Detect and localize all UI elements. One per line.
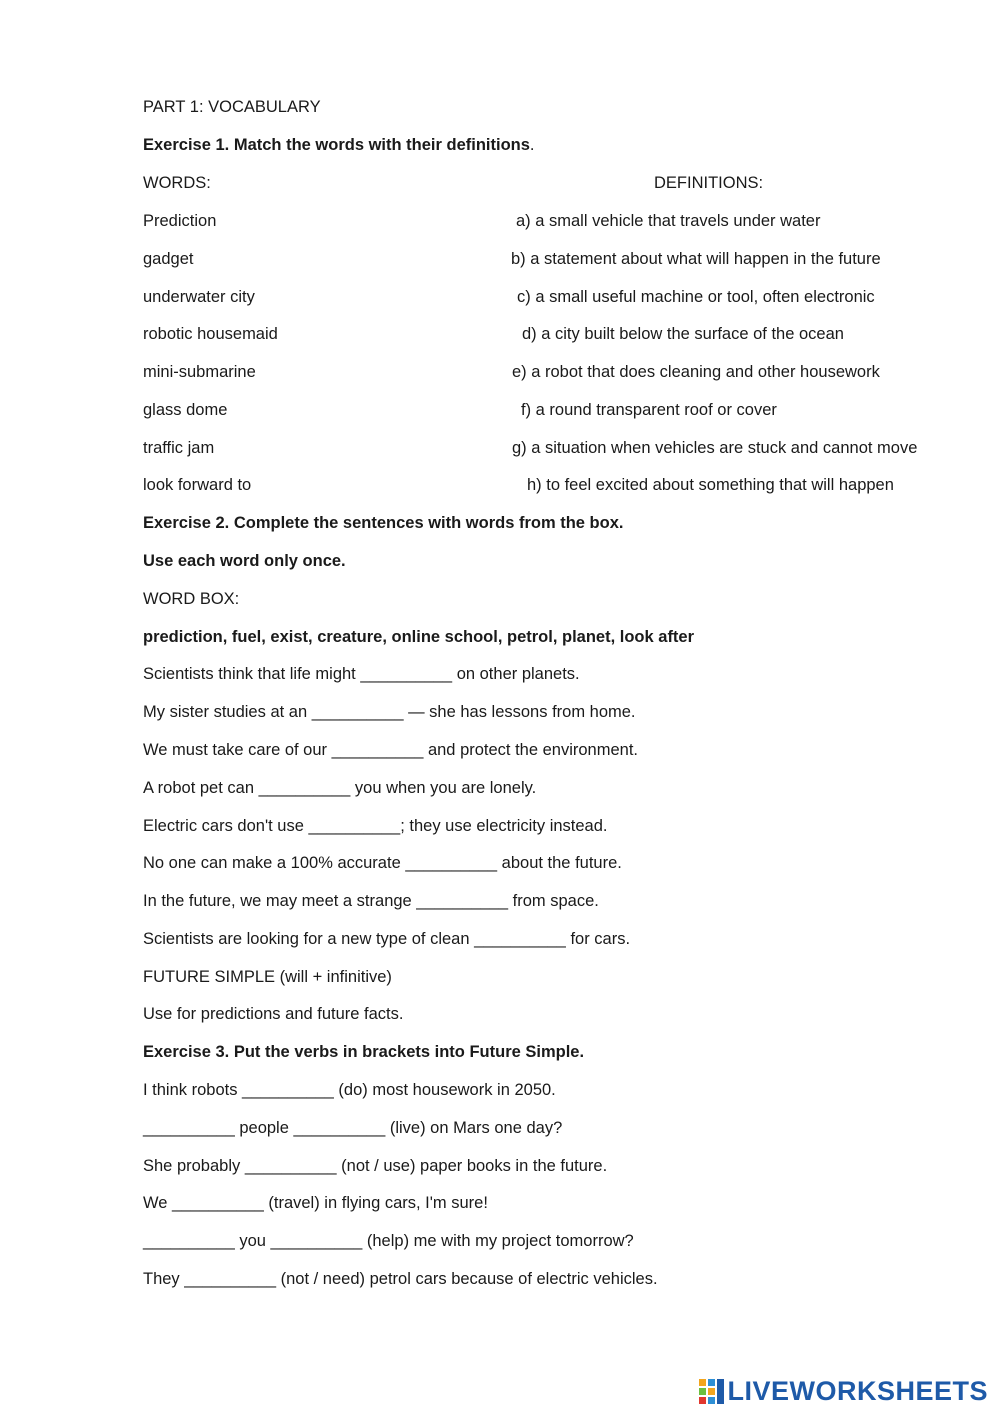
words-header: WORDS: — [143, 174, 211, 192]
exercise1-title-period: . — [529, 136, 535, 154]
exercise2-sentence: A robot pet can __________ you when you are lonely. — [143, 779, 537, 797]
part-title: PART 1: VOCABULARY — [143, 98, 321, 116]
grammar-title: FUTURE SIMPLE (will + infinitive) — [143, 968, 392, 986]
exercise3-sentence: __________ you __________ (help) me with my project tomorrow? — [143, 1232, 634, 1250]
exercise1-title — [143, 135, 535, 155]
definition-item: b) a statement about what will happen in the future — [511, 250, 881, 268]
definition-item: c) a small useful machine or tool, often electronic — [517, 288, 875, 306]
definition-item: h) to feel excited about something that will happen — [527, 476, 894, 494]
exercise3-title: Exercise 3. Put the verbs in brackets into Future Simple. — [143, 1043, 585, 1061]
exercise2-title: Exercise 2. Complete the sentences with words from the box. — [143, 514, 624, 532]
grammar-note: Use for predictions and future facts. — [143, 1005, 404, 1023]
word-box: prediction, fuel, exist, creature, online school, petrol, planet, look after — [143, 628, 695, 646]
exercise2-subtitle: Use each word only once. — [143, 552, 346, 570]
word-item: underwater city — [143, 288, 255, 306]
definition-item: g) a situation when vehicles are stuck and cannot move — [512, 439, 918, 457]
word-item: Prediction — [143, 212, 217, 230]
liveworksheets-logo — [699, 1374, 988, 1408]
exercise2-sentence: No one can make a 100% accurate __________ about the future. — [143, 854, 622, 872]
exercise3-sentence: They __________ (not / need) petrol cars because of electric vehicles. — [143, 1270, 658, 1288]
definition-item: e) a robot that does cleaning and other housework — [512, 363, 880, 381]
word-item: glass dome — [143, 401, 228, 419]
word-item: mini-submarine — [143, 363, 256, 381]
definitions-header: DEFINITIONS: — [654, 174, 764, 192]
exercise2-sentence: My sister studies at an __________ — she has lessons from home. — [143, 703, 636, 721]
exercise3-sentence: I think robots __________ (do) most housework in 2050. — [143, 1081, 556, 1099]
word-item: traffic jam — [143, 439, 215, 457]
definition-item: a) a small vehicle that travels under water — [516, 212, 821, 230]
exercise2-sentence: Electric cars don't use __________; they use electricity instead. — [143, 817, 608, 835]
exercise3-sentence: __________ people __________ (live) on Mars one day? — [143, 1119, 563, 1137]
definition-item: d) a city built below the surface of the ocean — [522, 325, 844, 343]
word-item: look forward to — [143, 476, 252, 494]
exercise2-sentence: Scientists think that life might __________ on other planets. — [143, 665, 580, 683]
exercise3-sentence: She probably __________ (not / use) paper books in the future. — [143, 1157, 608, 1175]
exercise3-sentence: We __________ (travel) in flying cars, I'm sure! — [143, 1194, 488, 1212]
definition-item: f) a round transparent roof or cover — [521, 401, 777, 419]
liveworksheets-logo-icon — [699, 1378, 725, 1404]
exercise1-title-text: Exercise 1. Match the words with their definitions — [143, 136, 530, 154]
word-box-label: WORD BOX: — [143, 590, 240, 608]
exercise2-sentence: We must take care of our __________ and protect the environment. — [143, 741, 638, 759]
word-item: gadget — [143, 250, 194, 268]
word-item: robotic housemaid — [143, 325, 278, 343]
exercise2-sentence: In the future, we may meet a strange __________ from space. — [143, 892, 599, 910]
liveworksheets-logo-text: LIVEWORKSHEETS — [727, 1376, 988, 1406]
exercise2-sentence: Scientists are looking for a new type of clean __________ for cars. — [143, 930, 631, 948]
